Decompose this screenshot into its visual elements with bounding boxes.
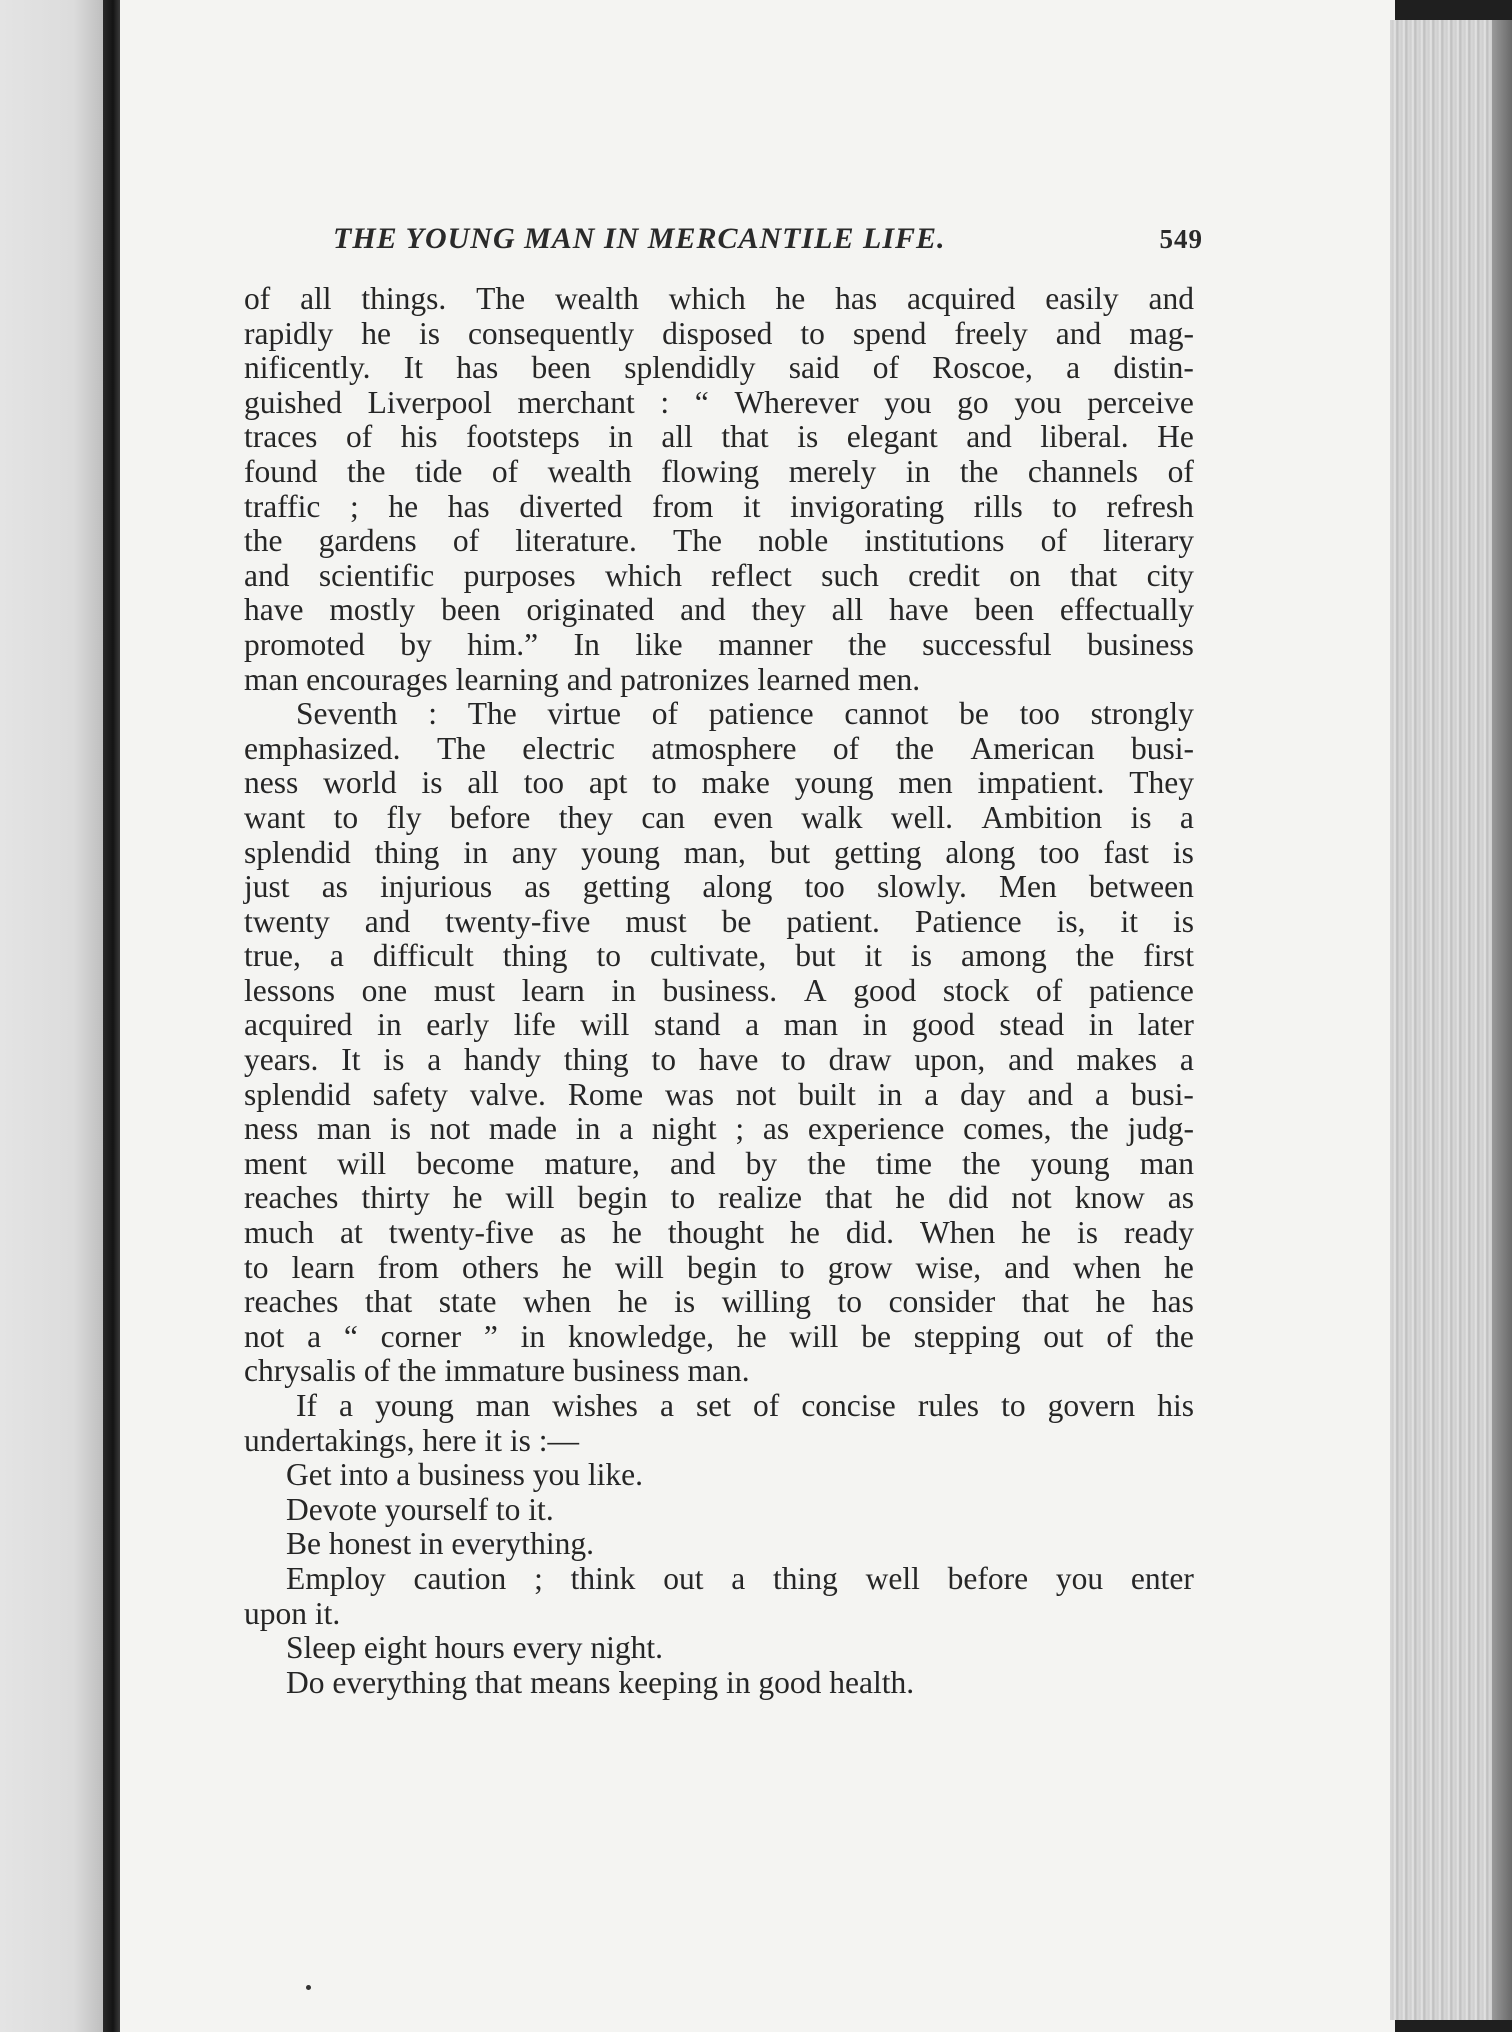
facing-page-edge — [0, 0, 105, 2032]
text-line: found the tide of wealth flowing merely in the channels of — [244, 453, 1194, 489]
text-line — [244, 1666, 1194, 1701]
text-line: If a young man wishes a set of concise rules to govern his — [296, 1388, 1194, 1423]
text-line: twenty and twenty-five must be patient. Patience is, it is — [244, 903, 1194, 939]
text-line: ment will become mature, and by the time the young man — [244, 1145, 1194, 1181]
text-line: have mostly been originated and they all have been effectually — [244, 592, 1194, 628]
text-line: just as injurious as getting along too slowly. Men between — [244, 869, 1194, 905]
text-line: of all things. The wealth which he has acquired easily and — [244, 281, 1194, 316]
text-line: reaches that state when he is willing to consider that he has — [244, 1284, 1194, 1320]
text-line — [244, 1527, 1194, 1562]
text-line: splendid safety valve. Rome was not built in a day and a busi- — [244, 1076, 1194, 1112]
text-line — [244, 1631, 1194, 1666]
text-line: Employ caution ; think out a thing well before you enter — [286, 1560, 1194, 1596]
text-line — [244, 1493, 1194, 1528]
page-number: 549 — [1159, 224, 1203, 254]
text-line: much at twenty-five as he thought he did. When he is ready — [244, 1215, 1194, 1251]
body-text — [244, 282, 1194, 1700]
text-line: and scientific purposes which reflect such credit on that city — [244, 557, 1194, 593]
text-line: to learn from others he will begin to grow wise, and when he — [244, 1249, 1194, 1285]
text-line-content: upon it. — [244, 1595, 341, 1631]
text-line: traces of his footsteps in all that is elegant and liberal. He — [244, 419, 1194, 455]
text-line: acquired in early life will stand a man in good stead in later — [244, 1007, 1194, 1043]
text-line-content: Be honest in everything. — [286, 1526, 594, 1562]
running-title: THE YOUNG MAN IN MERCANTILE LIFE. — [333, 222, 946, 255]
text-line: splendid thing in any young man, but getting along too fast is — [244, 834, 1194, 870]
text-line-content: man encourages learning and patronizes learned men. — [244, 661, 921, 697]
text-line: want to fly before they can even walk well. Ambition is a — [244, 799, 1194, 835]
text-line-content: Get into a business you like. — [286, 1457, 643, 1493]
text-line-content: Do everything that means keeping in good health. — [286, 1664, 915, 1700]
text-line — [244, 1424, 1194, 1459]
text-line — [244, 1597, 1194, 1632]
page-edges — [1390, 20, 1512, 2020]
text-line: rapidly he is consequently disposed to spend freely and mag- — [244, 315, 1194, 351]
text-line — [244, 1354, 1194, 1389]
running-header — [333, 222, 1203, 262]
text-line: true, a difficult thing to cultivate, but it is among the first — [244, 938, 1194, 974]
text-line — [244, 663, 1194, 698]
text-line: not a “ corner ” in knowledge, he will be stepping out of the — [244, 1318, 1194, 1354]
page-speck — [306, 1985, 311, 1990]
text-line: traffic ; he has diverted from it invigorating rills to refresh — [244, 488, 1194, 524]
text-line: nificently. It has been splendidly said of Roscoe, a distin- — [244, 350, 1194, 386]
text-line — [244, 1458, 1194, 1493]
text-line: emphasized. The electric atmosphere of the American busi- — [244, 730, 1194, 766]
text-line-content: Sleep eight hours every night. — [286, 1630, 664, 1666]
text-line: lessons one must learn in business. A good stock of patience — [244, 972, 1194, 1008]
text-line: reaches thirty he will begin to realize that he did not know as — [244, 1180, 1194, 1216]
text-line: promoted by him.” In like manner the successful business — [244, 626, 1194, 662]
text-line: years. It is a handy thing to have to draw upon, and makes a — [244, 1042, 1194, 1078]
text-line-content: undertakings, here it is :— — [244, 1422, 580, 1458]
text-line: guished Liverpool merchant : “ Wherever you go you perceive — [244, 384, 1194, 420]
text-line: Seventh : The virtue of patience cannot be too strongly — [296, 696, 1194, 732]
text-line: the gardens of literature. The noble institutions of literary — [244, 523, 1194, 559]
text-line-content: chrysalis of the immature business man. — [244, 1353, 750, 1389]
text-line: ness world is all too apt to make young men impatient. They — [244, 765, 1194, 801]
text-line-content: Devote yourself to it. — [286, 1491, 554, 1527]
text-line: ness man is not made in a night ; as experience comes, the judg- — [244, 1111, 1194, 1147]
